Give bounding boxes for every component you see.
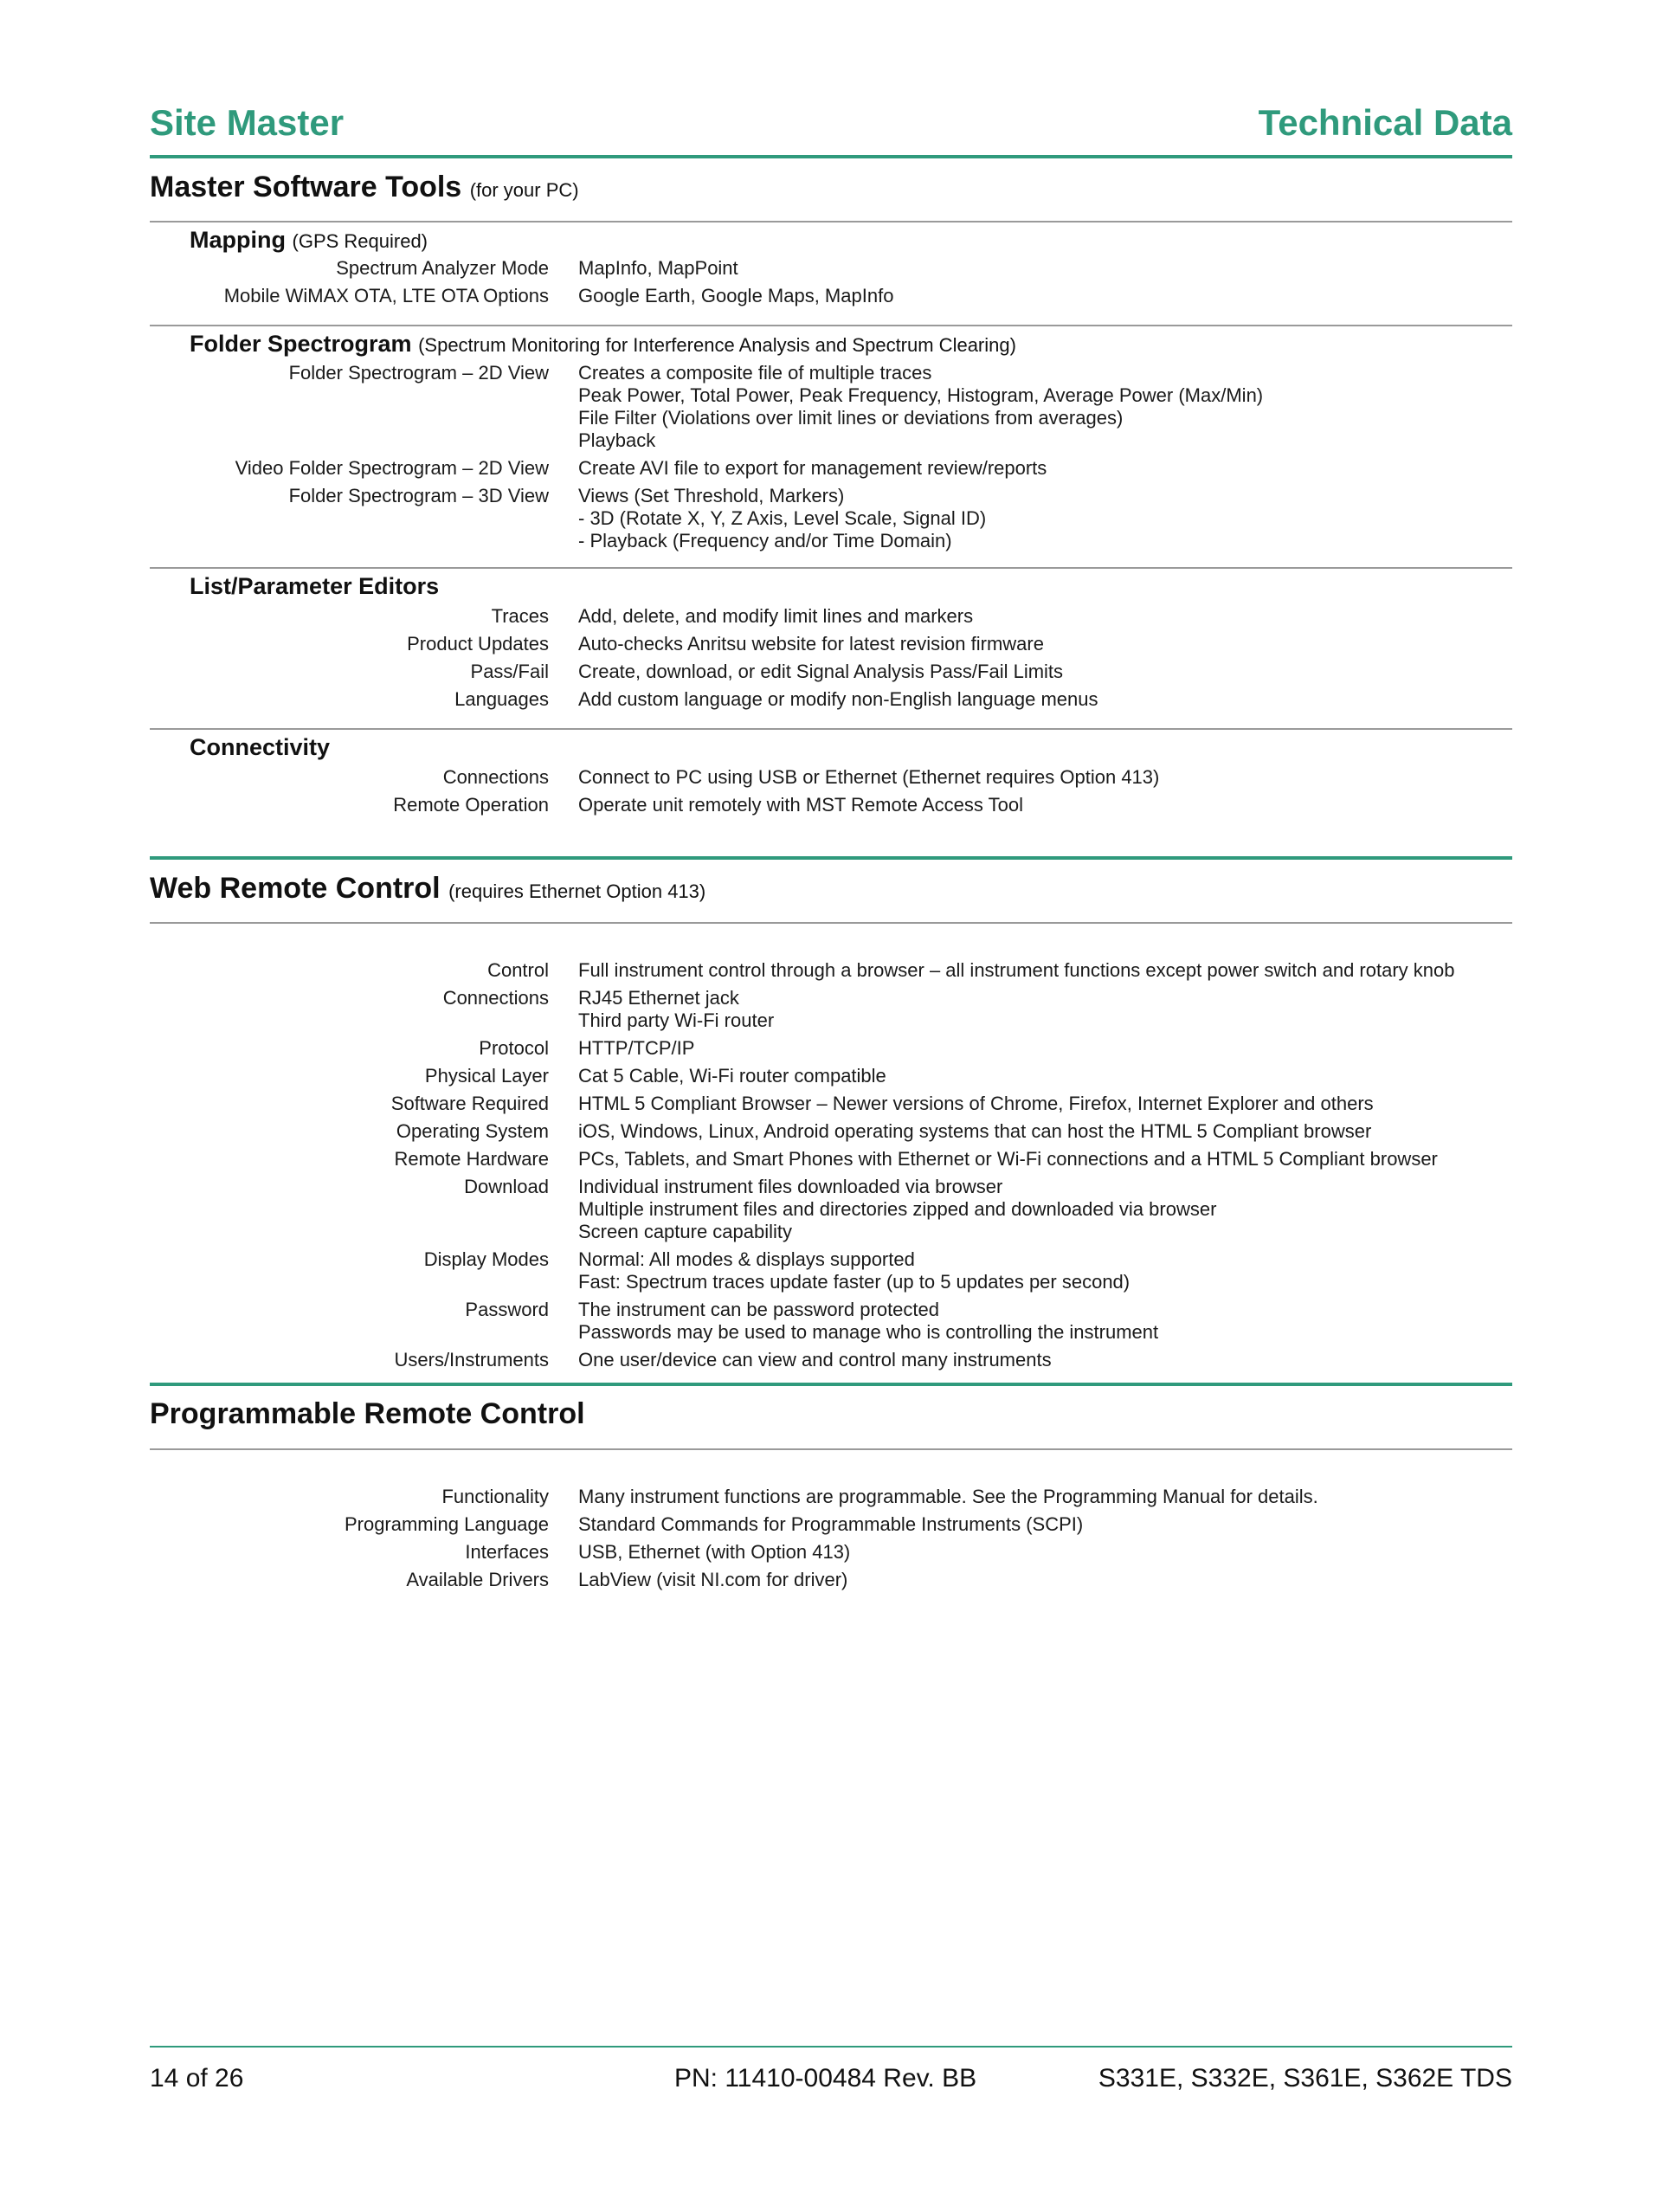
spec-value-line: Cat 5 Cable, Wi-Fi router compatible [578,1065,886,1087]
spec-value-line: USB, Ethernet (with Option 413) [578,1541,851,1563]
spec-value [578,1065,886,1087]
spec-label: Interfaces [465,1541,549,1563]
group-divider [150,325,1512,326]
spec-label: Protocol [479,1037,549,1059]
spec-value [578,1513,1083,1536]
section-subtitle: (for your PC) [469,179,579,201]
spec-value-line: Auto-checks Anritsu website for latest revision firmware [578,633,1044,655]
spec-value [578,1541,850,1564]
section-rule [150,856,1512,860]
section-title-text: Programmable Remote Control [150,1397,585,1430]
spec-value-line: Screen capture capability [578,1221,793,1242]
spec-label: Traces [491,605,549,627]
section-divider [150,1448,1512,1450]
spec-value-line: Add, delete, and modify limit lines and markers [578,605,974,627]
spec-value-line: - Playback (Frequency and/or Time Domain) [578,530,952,551]
group-title-text: Connectivity [190,734,331,760]
spec-value [578,1093,1374,1115]
group-title-mapping [190,227,428,254]
spec-value [578,987,774,1032]
spec-label: Download [464,1176,549,1197]
header-doc-type: Technical Data [1258,102,1512,143]
spec-value [578,457,1047,480]
spec-value-line: One user/device can view and control many instruments [578,1349,1052,1370]
spec-value-line: Standard Commands for Programmable Instruments (SCPI) [578,1513,1084,1535]
spec-value [578,1486,1318,1508]
spec-value-line: MapInfo, MapPoint [578,257,738,279]
spec-label: Operating System [396,1120,549,1142]
section-title-web-remote-control [150,872,705,906]
spec-label: Functionality [441,1486,549,1507]
spec-label: Product Updates [407,633,549,655]
spec-value-line: Individual instrument files downloaded via browser [578,1176,1003,1197]
spec-value-line: Create, download, or edit Signal Analysis Pass/Fail Limits [578,661,1064,682]
spec-value-line: RJ45 Ethernet jack [578,987,739,1009]
header-product-name: Site Master [150,102,345,143]
spec-value [578,1120,1371,1143]
spec-value [578,1569,847,1591]
spec-label: Available Drivers [406,1569,549,1590]
spec-value-line: Connect to PC using USB or Ethernet (Ethernet requires Option 413) [578,766,1160,788]
spec-label: Programming Language [344,1513,549,1535]
section-title-text: Web Remote Control [150,872,441,905]
spec-value [578,1176,1216,1243]
spec-label: Spectrum Analyzer Mode [336,257,549,279]
group-title-text: Folder Spectrogram [190,331,412,357]
spec-value-line: Peak Power, Total Power, Peak Frequency, Histogram, Average Power (Max/Min) [578,384,1264,406]
spec-value-line: Many instrument functions are programmable. See the Programming Manual for details. [578,1486,1318,1507]
footer-rule [150,2046,1512,2048]
spec-value-line: iOS, Windows, Linux, Android operating systems that can host the HTML 5 Compliant browser [578,1120,1372,1142]
spec-value-line: HTTP/TCP/IP [578,1037,695,1059]
spec-value-line: Full instrument control through a browser – all instrument functions except power switch and rotary knob [578,959,1455,981]
spec-value [578,661,1063,683]
spec-label: Physical Layer [424,1065,549,1087]
spec-label: Users/Instruments [394,1349,549,1370]
spec-label: Video Folder Spectrogram – 2D View [235,457,549,479]
spec-value-line: The instrument can be password protected [578,1299,940,1320]
spec-value-line: PCs, Tablets, and Smart Phones with Ethernet or Wi-Fi connections and a HTML 5 Compliant browser [578,1148,1438,1170]
group-title-text: Mapping [190,227,286,253]
spec-value-line: LabView (visit NI.com for driver) [578,1569,848,1590]
group-subtitle: (GPS Required) [292,230,428,252]
spec-label: Mobile WiMAX OTA, LTE OTA Options [223,285,549,306]
spec-value-line: Operate unit remotely with MST Remote Access Tool [578,794,1023,816]
footer-part-number: PN: 11410-00484 Rev. BB [674,2064,977,2093]
spec-value [578,605,973,628]
section-title-master-software-tools [150,171,579,204]
spec-value-line: Passwords may be used to manage who is controlling the instrument [578,1321,1159,1343]
spec-value-line: Normal: All modes & displays supported [578,1248,915,1270]
group-subtitle: (Spectrum Monitoring for Interference Analysis and Spectrum Clearing) [418,334,1016,356]
spec-label: Pass/Fail [470,661,549,682]
spec-value-line: Add custom language or modify non-English language menus [578,688,1098,710]
spec-value-line: Google Earth, Google Maps, MapInfo [578,285,894,306]
spec-value [578,1037,694,1060]
group-divider [150,567,1512,569]
section-divider [150,922,1512,924]
header-rule [150,155,1512,158]
spec-value-line: - 3D (Rotate X, Y, Z Axis, Level Scale, Signal ID) [578,507,987,529]
group-title-text: List/Parameter Editors [190,573,440,599]
footer-page-number: 14 of 26 [150,2064,244,2093]
section-divider [150,221,1512,222]
spec-label: Connections [442,987,549,1009]
spec-value [578,1148,1438,1170]
spec-value [578,485,986,552]
spec-label: Folder Spectrogram – 2D View [288,362,549,384]
spec-label: Software Required [390,1093,549,1114]
spec-value [578,688,1098,711]
section-subtitle: (requires Ethernet Option 413) [448,880,706,902]
page-header [150,102,1512,147]
spec-label: Remote Operation [393,794,549,816]
spec-label: Display Modes [423,1248,549,1270]
spec-value-line: Fast: Spectrum traces update faster (up to 5 updates per second) [578,1271,1131,1293]
spec-value [578,959,1454,982]
group-title-connectivity [190,734,330,761]
spec-value-line: File Filter (Violations over limit lines or deviations from averages) [578,407,1124,429]
section-rule [150,1383,1512,1386]
footer-document-id: S331E, S332E, S361E, S362E TDS [1098,2064,1512,2093]
spec-value [578,1349,1052,1371]
spec-label: Password [465,1299,549,1320]
spec-value [578,285,893,307]
spec-value-line: Third party Wi-Fi router [578,1009,775,1031]
spec-label: Folder Spectrogram – 3D View [288,485,549,506]
section-title-programmable-remote-control [150,1397,585,1431]
group-title-folder-spectrogram [190,331,1016,358]
spec-value-line: Multiple instrument files and directories zipped and downloaded via browser [578,1198,1217,1220]
spec-value [578,1299,1158,1344]
spec-value [578,766,1159,789]
spec-value-line: Views (Set Threshold, Markers) [578,485,845,506]
group-title-list-parameter-editors [190,573,439,600]
spec-value [578,1248,1130,1293]
spec-label: Remote Hardware [394,1148,549,1170]
spec-value-line: HTML 5 Compliant Browser – Newer versions of Chrome, Firefox, Internet Explorer and others [578,1093,1374,1114]
spec-value [578,362,1263,452]
spec-label: Languages [454,688,549,710]
spec-value-line: Playback [578,429,656,451]
spec-value [578,633,1044,655]
spec-value-line: Creates a composite file of multiple traces [578,362,932,384]
spec-label: Connections [442,766,549,788]
spec-value [578,257,738,280]
spec-value [578,794,1023,816]
spec-value-line: Create AVI file to export for management review/reports [578,457,1047,479]
spec-label: Control [487,959,549,981]
section-title-text: Master Software Tools [150,171,462,203]
group-divider [150,728,1512,730]
